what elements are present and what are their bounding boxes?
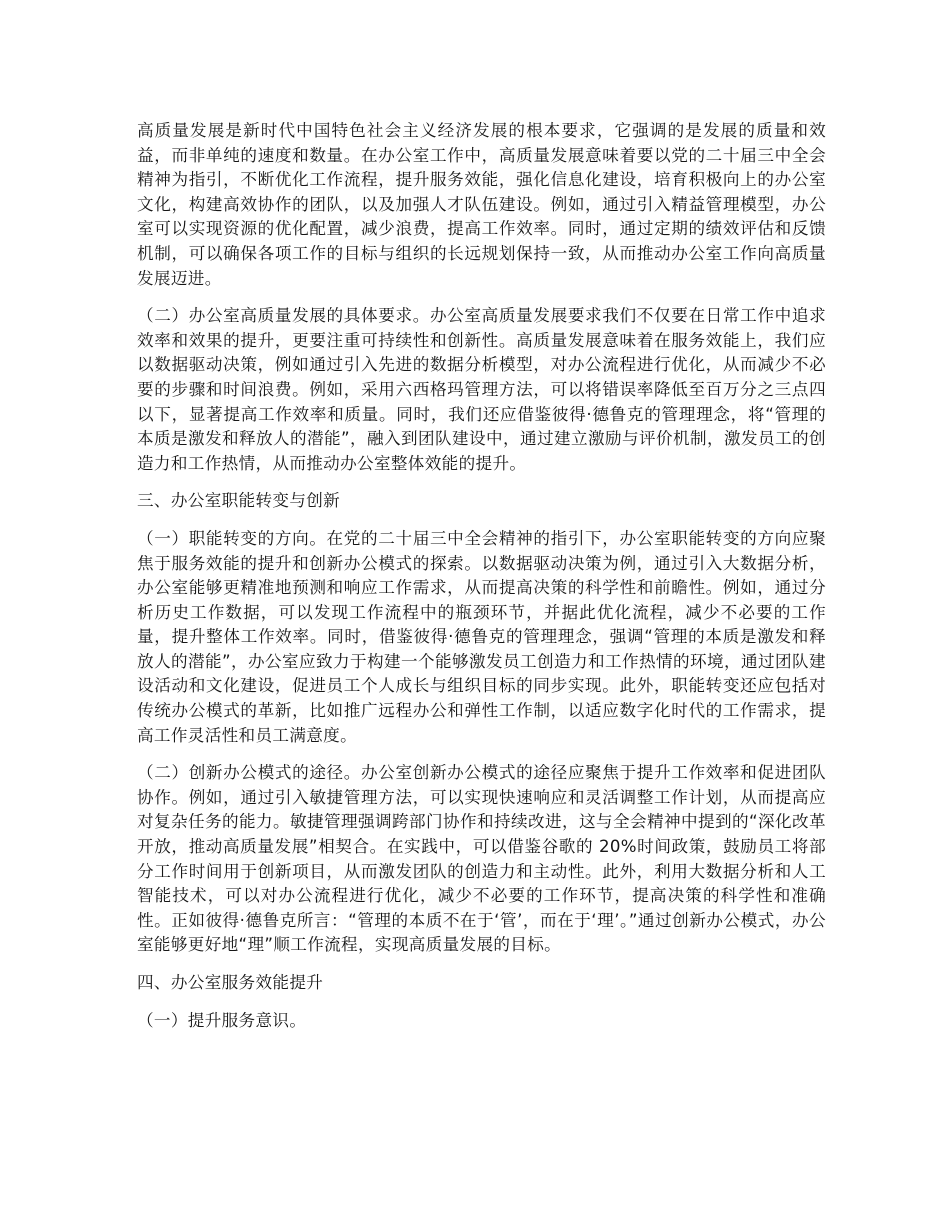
body-paragraph: 高质量发展是新时代中国特色社会主义经济发展的根本要求，它强调的是发展的质量和效益，而非单纯的速度和数量。在办公室工作中，高质量发展意味着要以党的二十届三中全会精神为指引，不断优化工作流程，提升服务效能，强化信息化建设，培育积极向上的办公室文化，构建高效协作的团队，以及加强人才队伍建设。例如，通过引入精益管理模型，办公室可以实现资源的优化配置，减少浪费，提高工作效率。同时，通过定期的绩效评估和反馈机制，可以确保各项工作的目标与组织的长远规划保持一致，从而推动办公室工作向高质量发展迈进。 bbox=[137, 121, 826, 288]
body-paragraph: （一）职能转变的方向。在党的二十届三中全会精神的指引下，办公室职能转变的方向应聚焦于服务效能的提升和创新办公模式的探索。以数据驱动决策为例，通过引入大数据分析，办公室能够更精准地预测和响应工作需求，从而提高决策的科学性和前瞻性。例如，通过分析历史工作数据，可以发现工作流程中的瓶颈环节，并据此优化流程，减少不必要的工作量，提升整体工作效率。同时，借鉴彼得·德鲁克的管理理念，强调“管理的本质是激发和释放人的潜能”，办公室应致力于构建一个能够激发员工创造力和工作热情的环境，通过团队建设活动和文化建设，促进员工个人成长与组织目标的同步实现。此外，职能转变还应包括对传统办公模式的革新，比如推广远程办公和弹性工作制，以适应数字化时代的工作需求，提高工作灵活性和员工满意度。 bbox=[137, 528, 826, 745]
section-heading: 四、办公室服务效能提升 bbox=[137, 973, 324, 992]
document-text-body bbox=[137, 119, 826, 1033]
body-paragraph: （二）办公室高质量发展的具体要求。办公室高质量发展要求我们不仅要在日常工作中追求效率和效果的提升，更要注重可持续性和创新性。高质量发展意味着在服务效能上，我们应以数据驱动决策，例如通过引入先进的数据分析模型，对办公流程进行优化，从而减少不必要的步骤和时间浪费。例如，采用六西格玛管理方法，可以将错误率降低至百万分之三点四以下，显著提高工作效率和质量。同时，我们还应借鉴彼得·德鲁克的管理理念，将“管理的本质是激发和释放人的潜能”，融入到团队建设中，通过建立激励与评价机制，激发员工的创造力和工作热情，从而推动办公室整体效能的提升。 bbox=[137, 306, 826, 473]
section-heading: 三、办公室职能转变与创新 bbox=[137, 491, 341, 511]
body-paragraph: （二）创新办公模式的途径。办公室创新办公模式的途径应聚焦于提升工作效率和促进团队协作。例如，通过引入敏捷管理方法，可以实现快速响应和灵活调整工作计划，从而提高应对复杂任务的能力。敏捷管理强调跨部门协作和持续改进，这与全会精神中提到的“深化改革开放，推动高质量发展”相契合。在实践中，可以借鉴谷歌的 20%时间政策，鼓励员工将部分工作时间用于创新项目，从而激发团队的创造力和主动性。此外，利用大数据分析和人工智能技术，可以对办公流程进行优化，减少不必要的工作环节，提高决策的科学性和准确性。正如彼得·德鲁克所言：“管理的本质不在于‘管’，而在于‘理’。”通过创新办公模式，办公室能够更好地“理”顺工作流程，实现高质量发展的目标。 bbox=[137, 763, 826, 955]
body-paragraph: （一）提升服务意识。 bbox=[137, 1010, 307, 1030]
